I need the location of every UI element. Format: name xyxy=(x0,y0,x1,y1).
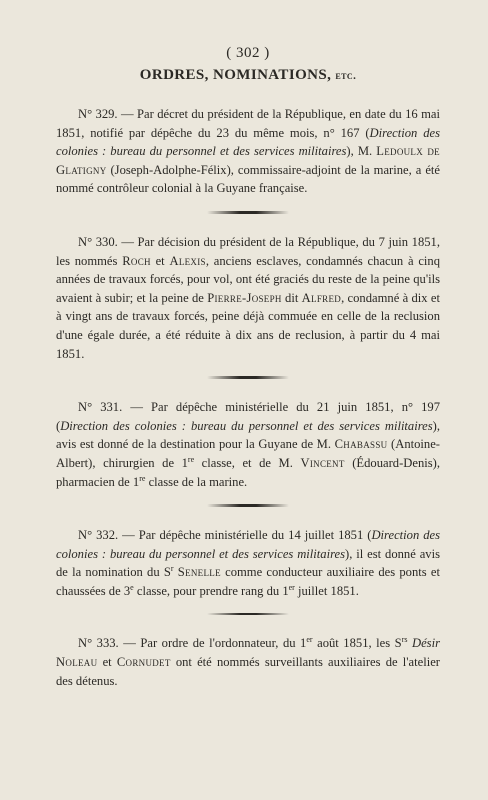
section-divider xyxy=(207,211,289,214)
person-name: Cornudet xyxy=(116,655,171,670)
entry-number: N° 333. xyxy=(78,636,119,651)
section-divider xyxy=(207,504,289,507)
section-divider xyxy=(207,613,289,615)
entry-number: N° 330. xyxy=(78,234,118,249)
person-name: Senelle xyxy=(177,565,221,580)
entry-331: N° 331. — Par dépêche ministérielle du 21 juin 1851, n° 197 (Direction des colonies : bureau du personnel et des services militaires), avis est donné de la destination pour la Guyane de M. Chabassu (Antoine-Albert), chirurgien de 1re classe, et de M. Vincent (Édouard-Denis), pharmacien de 1re classe de la marine. xyxy=(56,400,441,489)
heading-main: ORDRES, NOMINATIONS, xyxy=(139,67,332,83)
person-name: Vincent xyxy=(300,455,345,470)
person-name: Pierre-Joseph xyxy=(207,290,282,305)
entry-number: N° 332. xyxy=(78,528,119,543)
entry-329: N° 329. — Par décret du président de la République, en date du 16 mai 1851, notifié par dépêche du 23 du même mois, n° 167 (Direction des colonies : bureau du personnel et des services militaires), M. Ledoulx de Glatigny (Joseph-Adolphe-Félix), commissaire-adjoint de la marine, a été nommé contrôleur colonial à la Guyane française. xyxy=(56,107,440,196)
entry-333: N° 333. — Par ordre de l'ordonnateur, du 1er août 1851, les $S^{rs}$ Désir Noleau et Cornudet ont été nommés surveillants auxiliaires de l'atelier des détenus. xyxy=(56,635,440,688)
department-reference: Direction des colonies : bureau du personnel et des services militaires xyxy=(60,418,433,433)
entry-number: N° 331. xyxy=(78,400,123,415)
person-name: Ledoulx de Glatigny xyxy=(56,144,440,177)
department-reference: Direction des colonies : bureau du personnel et des services militaires xyxy=(56,125,440,159)
department-reference: Direction des colonies : bureau du personnel et des services militaires xyxy=(56,528,441,561)
person-name: Chabassu xyxy=(334,437,388,452)
person-name: Roch xyxy=(122,253,151,268)
section-heading xyxy=(56,65,440,86)
entry-332: N° 332. — Par dépêche ministérielle du 14 juillet 1851 (Direction des colonies : bureau du personnel et des services militaires), il est donné avis de la nomination du $S^r$ Senelle comme conducteur auxiliaire des ponts et chaussées de 3e classe, pour prendre rang du 1er juillet 1851. xyxy=(56,528,441,598)
person-name: Alexis xyxy=(169,253,206,268)
person-first-name: Désir xyxy=(412,636,440,651)
heading-suffix: etc. xyxy=(335,70,357,82)
entry-330: N° 330. — Par décision du président de la République, du 7 juin 1851, les nommés Roch et Alexis, anciens esclaves, condamnés chacun à cinq années de travaux forcés, pour vol, ont été graciés du reste de la peine qu'ils avaient à subir; et la peine de Pierre-Joseph dit Alfred, condamné à dix et à vingt ans de travaux forcés, peine déjà commuée en celle de la reclusion d'une égale durée, a été réduite à dix ans de reclusion, à partir du 4 mai 1851. xyxy=(56,234,441,361)
entry-number: N° 329. xyxy=(78,107,118,121)
page-number: ( 302 ) xyxy=(226,45,270,61)
person-name: Alfred xyxy=(301,290,342,305)
section-divider xyxy=(207,376,289,379)
person-name: Noleau xyxy=(56,655,98,670)
